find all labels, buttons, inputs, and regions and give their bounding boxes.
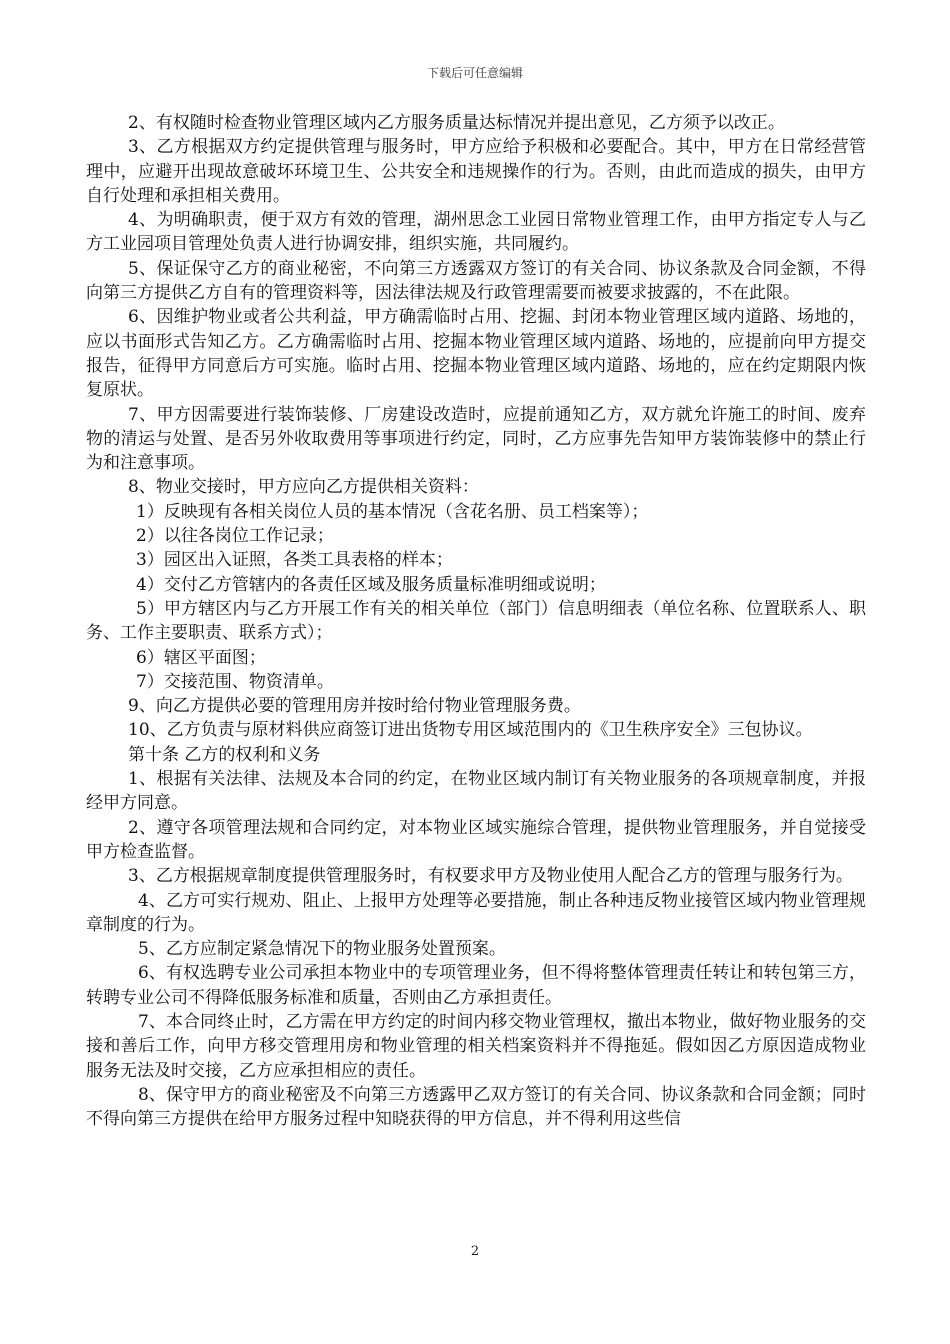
- paragraph: 5、乙方应制定紧急情况下的物业服务处置预案。: [138, 939, 506, 960]
- paragraph: 第十条 乙方的权利和义务: [128, 744, 321, 765]
- paragraph: 3）园区出入证照，各类工具表格的样本；: [136, 550, 453, 571]
- paragraph: 6、因维护物业或者公共利益，甲方确需临时占用、挖掘、封闭本物业管理区域内道路、场地的，应以书面形式告知乙方。乙方确需临时占用、挖掘本物业管理区域内道路、场地的，应提前向甲方提交报告，征得甲方同意后方可实施。临时占用、挖掘本物业管理区域内道路、场地的，应在约定期限内恢复原状。: [86, 307, 866, 401]
- paragraph: 1、根据有关法律、法规及本合同的约定，在物业区域内制订有关物业服务的各项规章制度，并报经甲方同意。: [86, 769, 866, 814]
- paragraph: 5、保证保守乙方的商业秘密，不向第三方透露双方签订的有关合同、协议条款及合同金额，不得向第三方提供乙方自有的管理资料等，因法律法规及行政管理需要而被要求披露的，不在此限。: [86, 258, 866, 304]
- paragraph: 6、有权选聘专业公司承担本物业中的专项管理业务，但不得将整体管理责任转让和转包第三方，转聘专业公司不得降低服务标准和质量，否则由乙方承担责任。: [86, 963, 866, 1008]
- paragraph: 10、乙方负责与原材料供应商签订进出货物专用区域范围内的《卫生秩序安全》三包协议。: [128, 720, 813, 741]
- page-number: 2: [470, 1244, 480, 1259]
- paragraph: 6）辖区平面图；: [136, 647, 266, 668]
- paragraph: 2、遵守各项管理法规和合同约定，对本物业区域实施综合管理，提供物业管理服务，并自觉接受甲方检查监督。: [86, 817, 866, 862]
- paragraph: 3、乙方根据规章制度提供管理服务时，有权要求甲方及物业使用人配合乙方的管理与服务行为。: [128, 866, 853, 887]
- paragraph: 9、向乙方提供必要的管理用房并按时给付物业管理服务费。: [128, 696, 581, 717]
- page-header: 下载后可任意编辑: [426, 66, 523, 80]
- paragraph: 7、本合同终止时，乙方需在甲方约定的时间内移交物业管理权，撤出本物业，做好物业服务的交接和善后工作，向甲方移交管理用房和物业管理的相关档案资料并不得拖延。假如因乙方原因造成物业服务无法及时交接，乙方应承担相应的责任。: [86, 1011, 866, 1081]
- paragraph: 4）交付乙方管辖内的各责任区域及服务质量标准明细或说明；: [136, 574, 606, 595]
- paragraph: 4、为明确职责，便于双方有效的管理，湖州思念工业园日常物业管理工作，由甲方指定专人与乙方工业园项目管理处负责人进行协调安排，组织实施，共同履约。: [86, 210, 866, 255]
- paragraph: 1）反映现有各相关岗位人员的基本情况（含花名册、员工档案等）；: [136, 501, 649, 522]
- paragraph: 8、物业交接时，甲方应向乙方提供相关资料：: [128, 477, 479, 498]
- paragraph: 3、乙方根据双方约定提供管理与服务时，甲方应给予积极和必要配合。其中，甲方在日常经营管理中，应避开出现故意破坏环境卫生、公共安全和违规操作的行为。否则，由此而造成的损失，由甲方自行处理和承担相关费用。: [86, 137, 866, 206]
- paragraph: 2）以往各岗位工作记录；: [136, 526, 334, 547]
- paragraph: 7）交接范围、物资清单。: [136, 671, 334, 692]
- paragraph: 7、甲方因需要进行装饰装修、厂房建设改造时，应提前通知乙方，双方就允许施工的时间、废弃物的清运与处置、是否另外收取费用等事项进行约定，同时，乙方应事先告知甲方装饰装修中的禁止行为和注意事项。: [86, 404, 866, 474]
- document-body: [86, 111, 866, 1131]
- paragraph: 8、保守甲方的商业秘密及不向第三方透露甲乙双方签订的有关合同、协议条款和合同金额；同时不得向第三方提供在给甲方服务过程中知晓获得的甲方信息，并不得利用这些信: [86, 1084, 866, 1130]
- paragraph: 5）甲方辖区内与乙方开展工作有关的相关单位（部门）信息明细表（单位名称、位置联系人、职务、工作主要职责、联系方式）；: [86, 598, 866, 644]
- paragraph: 4、乙方可实行规劝、阻止、上报甲方处理等必要措施，制止各种违反物业接管区域内物业管理规章制度的行为。: [86, 890, 866, 935]
- paragraph: 2、有权随时检查物业管理区域内乙方服务质量达标情况并提出意见，乙方须予以改正。: [128, 113, 785, 133]
